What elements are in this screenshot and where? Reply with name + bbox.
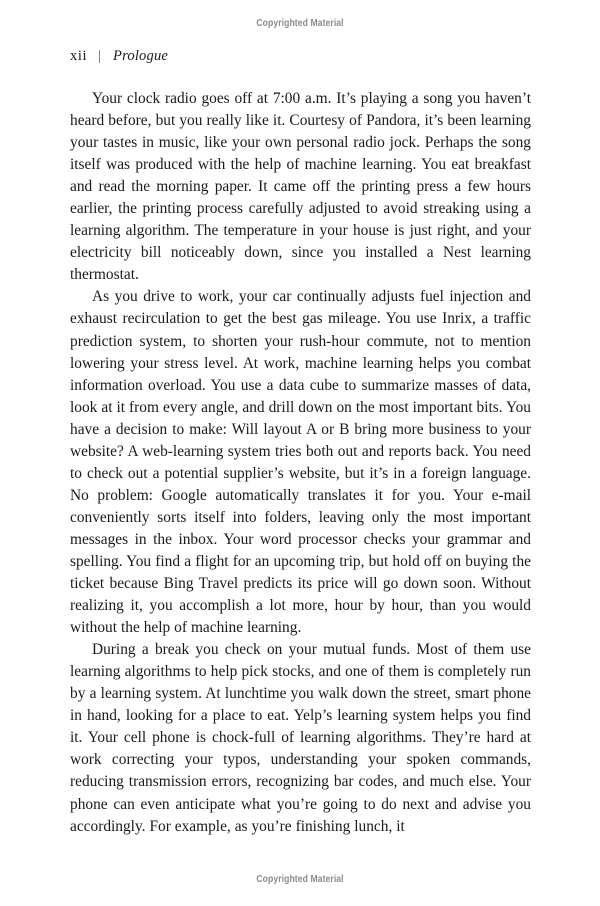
- running-head: [70, 48, 530, 65]
- paragraph: During a break you check on your mutual funds. Most of them use learning algorithms to help pick stocks, and one of them is completely run by a learning system. At lunchtime you walk down the street, smart phone in hand, looking for a place to eat. Yelp’s learning system helps you find it. Your cell phone is chock-full of learning algorithms. They’re hard at work correcting your typos, understanding your spoken commands, reducing transmission errors, recognizing bar codes, and much else. Your phone can even anticipate what you’re going to do next and advise you accordingly. For example, as you’re finishing lunch, it: [70, 641, 531, 835]
- body-text-block: [70, 88, 531, 838]
- paragraph: As you drive to work, your car continually adjusts fuel injection and exhaust recirculation to get the best gas mileage. You use Inrix, a traffic prediction system, to shorten your rush-hour commute, not to mention lowering your stress level. At work, machine learning helps you combat information overload. You use a data cube to summarize masses of data, look at it from every angle, and drill down on the most important bits. You have a decision to make: Will layout A or B bring more business to your website? A web-learning system tries both out and reports back. You need to check out a potential supplier’s website, but it’s in a foreign language. No problem: Google automatically translates it for you. Your e-mail conveniently sorts itself into folders, leaving only the most important messages in the inbox. Your word processor checks your grammar and spelling. You find a flight for an upcoming trip, but hold off on buying the ticket because Bing Travel predicts its price will go down soon. Without realizing it, you accomplish a lot more, hour by hour, than you would without the help of machine learning.: [70, 288, 531, 637]
- copyright-watermark-top: Copyrighted Material: [256, 17, 344, 29]
- paragraph: Your clock radio goes off at 7:00 a.m. It’s playing a song you haven’t heard before, but you really like it. Courtesy of Pandora, it’s been learning your tastes in music, like your own personal radio jock. Perhaps the song itself was produced with the help of machine learning. You eat breakfast and read the morning paper. It came off the printing press a few hours earlier, the printing process carefully adjusted to avoid streaking using a learning algorithm. The temperature in your house is just right, and your electricity bill noticeably down, since you installed a Nest learning thermostat.: [70, 90, 531, 284]
- page-number: xii: [70, 48, 88, 64]
- running-head-separator: |: [98, 48, 102, 64]
- chapter-title: Prologue: [113, 48, 169, 64]
- copyright-watermark-bottom: Copyrighted Material: [256, 873, 344, 885]
